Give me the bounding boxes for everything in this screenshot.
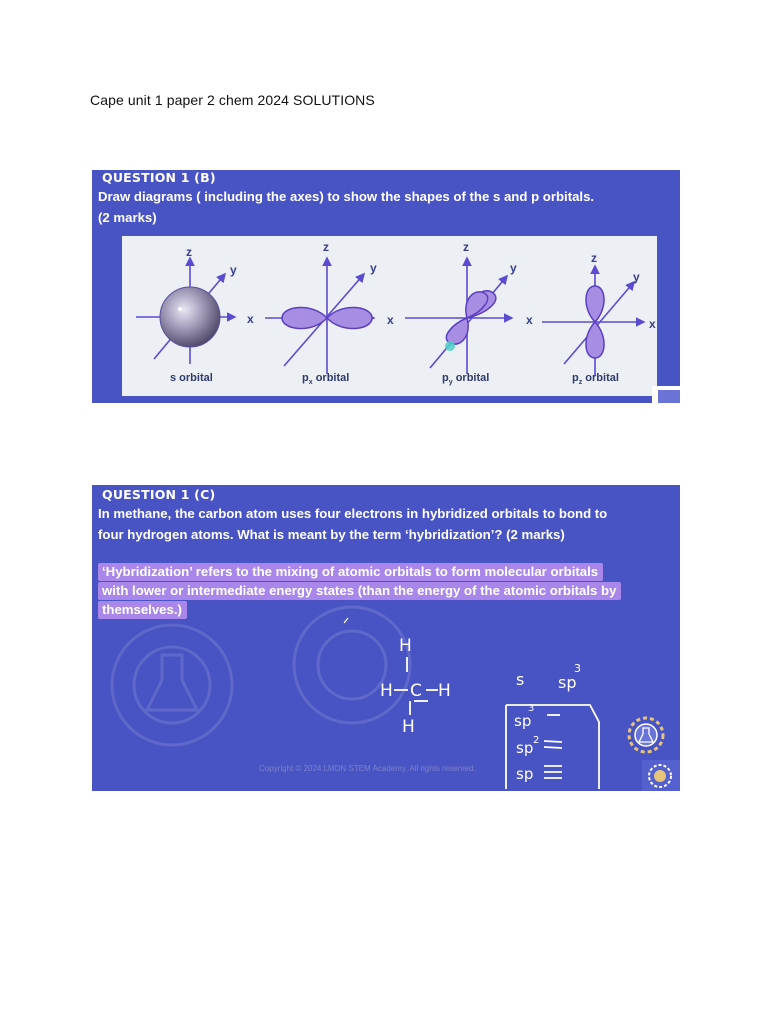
question-b-prompt: Draw diagrams ( including the axes) to show the shapes of the s and p orbitals. (98, 189, 595, 204)
question-c-prompt-line-1: In methane, the carbon atom uses four electrons in hybridized orbitals to bond to (98, 506, 608, 521)
cursor-mark (344, 618, 348, 623)
table-row-sp: sp (516, 765, 534, 783)
pz-orbital-diagram (542, 266, 644, 376)
sp3-heading-note: sp (558, 673, 577, 692)
question-b-marks: (2 marks) (98, 210, 157, 225)
axis-label-y: y (633, 270, 640, 284)
academy-logo-icon (626, 713, 666, 757)
question-b-slide (92, 170, 680, 403)
axis-label-y: y (230, 263, 237, 277)
px-orbital-diagram (265, 258, 374, 374)
video-player-icon (652, 386, 680, 403)
axis-label-x: x (526, 313, 533, 327)
handwritten-notes (92, 485, 680, 791)
copyright-text: Copyright © 2024 LMDN STEM Academy. All rights reserved. (259, 764, 476, 773)
question-c-heading: QUESTION 1 (C) (102, 487, 216, 502)
question-c-slide (92, 485, 680, 791)
table-row-sp2-superscript: 2 (533, 735, 540, 746)
pz-orbital-label: $p_z$ orbital (572, 372, 619, 387)
py-orbital-label: $p_y$ orbital (442, 372, 490, 387)
answer-line-1: ‘Hybridization’ refers to the mixing of atomic orbitals to form molecular orbitals (98, 563, 603, 581)
py-orbital-diagram (405, 258, 512, 374)
axis-label-x: x (387, 313, 394, 327)
methane-h-bottom: H (402, 717, 415, 737)
methane-h-top: H (399, 636, 412, 656)
answer-line-2: with lower or intermediate energy states (than the energy of the atomic orbitals by (98, 582, 621, 600)
document-title: Cape unit 1 paper 2 chem 2024 SOLUTIONS (90, 92, 375, 108)
table-row-sp3-superscript: 3 (528, 703, 535, 714)
academy-logo-small-icon (642, 760, 680, 791)
s-orbital-label: s orbital (170, 372, 213, 384)
question-c-prompt-line-2: four hydrogen atoms. What is meant by the term ‘hybridization’? (2 marks) (98, 527, 565, 542)
axis-label-y: y (510, 261, 517, 275)
axis-label-z: z (463, 240, 469, 254)
table-row-sp2: sp (516, 739, 534, 757)
methane-h-right: H (438, 681, 451, 701)
methane-c: C (410, 681, 422, 701)
axis-label-z: z (323, 240, 329, 254)
table-row-sp3: sp (514, 712, 532, 730)
methane-h-left: H (380, 681, 393, 701)
axis-label-z: z (186, 245, 192, 259)
axis-label-z: z (591, 251, 597, 265)
px-orbital-label: $p_x$ orbital (302, 372, 350, 387)
sp3-heading-superscript: 3 (574, 662, 581, 675)
axis-label-x: x (649, 317, 656, 331)
axis-label-x: x (247, 312, 254, 326)
s-note: s (516, 670, 525, 689)
axis-label-y: y (370, 261, 377, 275)
answer-line-3: themselves.) (98, 601, 187, 619)
question-b-heading: QUESTION 1 (B) (102, 170, 216, 185)
orbital-diagram-panel (122, 236, 657, 396)
s-orbital-diagram (136, 258, 235, 364)
